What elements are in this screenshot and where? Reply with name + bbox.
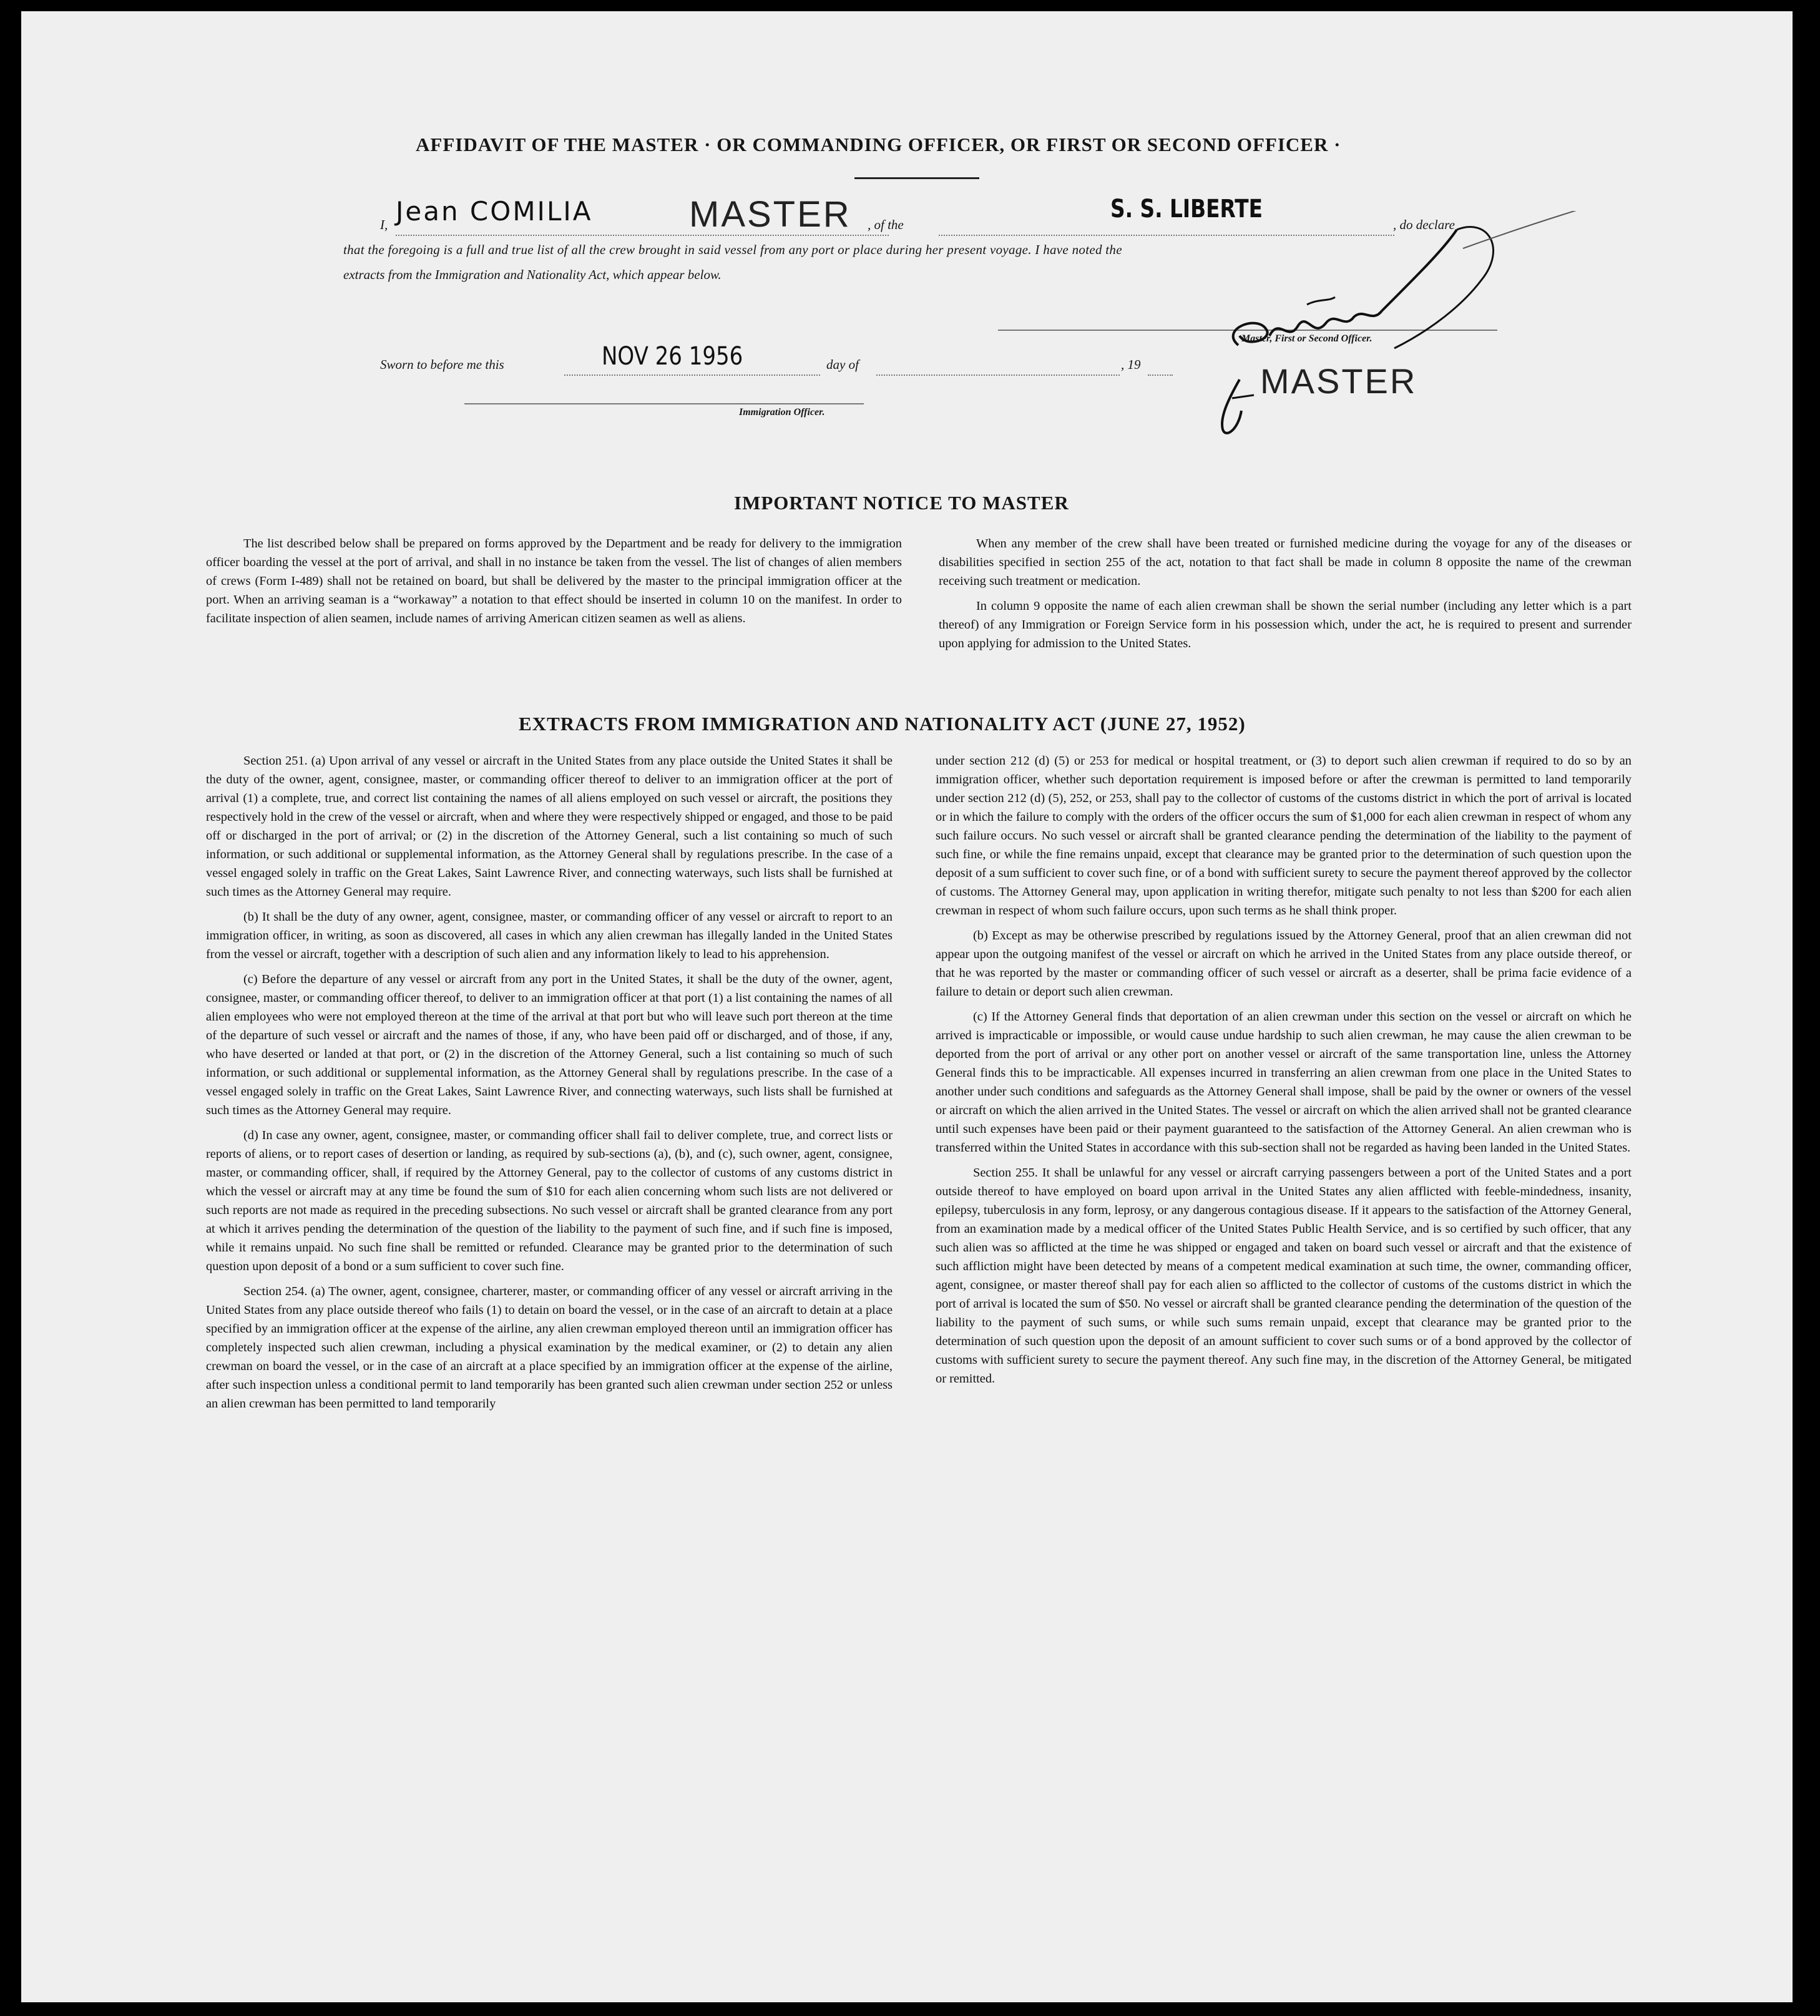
sworn-date-line (564, 374, 820, 376)
affidavit-title: AFFIDAVIT OF THE MASTER · OR COMMANDING OFFICER, OR FIRST OR SECOND OFFICER · (416, 134, 1341, 155)
section-254a: Section 254. (a) The owner, agent, consignee, charterer, master, or commanding officer of any vessel or aircraft arriving in the United States from any place outside thereof who fails (1) to detain on board the vessel, or in the case of an aircraft to detain at a place specified by an immigration officer at the expense of the airline, any alien crewman employed thereon until an immigration officer has completely inspected such alien crewman, including a physical examination by the medical examiner, or (2) to detain any alien crewman on board the vessel, or in the case of an aircraft at a place specified by an immigration officer at the expense of the airline, after such inspection unless a conditional permit to land temporarily has been granted such alien crewman under section 252 or unless an alien crewman has been permitted to land temporarily (206, 1284, 893, 1411)
immigration-officer-line (464, 403, 864, 404)
extracts-title: EXTRACTS FROM IMMIGRATION AND NATIONALITY ACT (JUNE 27, 1952) (519, 713, 1246, 735)
year-line (1148, 374, 1173, 376)
notice-right-column (939, 534, 1632, 659)
notice-right-text-2: In column 9 opposite the name of each alien crewman shall be shown the serial number (including any letter which is a part thereof) of any Immigration or Foreign Service form in his possession which, under the act, he is required to present and surrender upon applying for admission to the United States. (939, 599, 1632, 650)
master-name: Jean COMILIA (396, 196, 593, 227)
master-signature (1195, 211, 1675, 448)
declaration-line-2: extracts from the Immigration and Nationality Act, which appear below. (343, 267, 722, 282)
extracts-right-column (936, 751, 1632, 1394)
notice-right-text-1: When any member of the crew shall have been treated or furnished medicine during the voyage for any of the diseases or disabilities specified in section 255 of the act, notation to that fact shall be made in column 8 opposite the name of the crewman receiving such treatment or medication. (939, 537, 1632, 588)
section-254b: (b) Except as may be otherwise prescribed by regulations issued by the Attorney General, proof that an alien crewman did not appear upon the outgoing manifest of the vessel or aircraft on which he arrived in the United States from any place outside thereof, or that he was reported by the master or commanding officer of such vessel or aircraft as a deserter, shall be prima facie evidence of a failure to detain or deport such alien crewman. (936, 929, 1632, 999)
notice-left-text: The list described below shall be prepared on forms approved by the Department and be ready for delivery to the immigration officer boarding the vessel at the port of arrival, and shall in no instance be taken from the vessel. The list of changes of alien members of crews (Form I-489) shall not be retained on board, but shall be delivered by the master to the principal immigration officer at the port. When an arriving seaman is a “workaway” a notation to that effect should be inserted in column 10 on the manifest. In order to facilitate inspection of alien seamen, include names of arriving American citizen seamen as well as aliens. (206, 537, 902, 625)
section-251c: (c) Before the departure of any vessel or aircraft from any port in the United States, it shall be the duty of the owner, agent, consignee, master, or commanding officer thereof, to deliver to an immigration officer at that port (1) a list containing the names of all alien employees who were not employed thereon at the time of the arrival at that port but who will leave such port thereon at the time of the departure of such vessel or aircraft and the names of those, if any, who have been paid off or discharged, and of those, if any, who have deserted or landed at that port, or (2) in the discretion of the Attorney General, such a list containing so much of such information, or such additional or supplemental information, as the Attorney General shall by regulations prescribe. In the case of a vessel engaged solely in traffic on the Great Lakes, Saint Lawrence River, and connecting waterways, such lists shall be furnished at such times as the Attorney General may require. (206, 972, 893, 1117)
affidavit-i: I, (380, 217, 388, 232)
month-line (876, 374, 1120, 376)
master-stamp: MASTER (1260, 361, 1417, 401)
day-of-label: day of (826, 357, 859, 372)
section-251b: (b) It shall be the duty of any owner, agent, consignee, master, or commanding officer of any vessel or aircraft to report to an immigration officer, in writing, as soon as discovered, all cases in which any alien crewman has illegally landed in the United States from the vessel or aircraft, together with a description of such alien and any information likely to lead to his apprehension. (206, 910, 893, 961)
title-underline (854, 177, 979, 179)
sworn-date: NOV 26 1956 (602, 342, 743, 371)
section-255: Section 255. It shall be unlawful for any vessel or aircraft carrying passengers between a port of the United States and a port outside thereof to have employed on board upon arrival in the United States any alien afflicted with feeble-mindedness, insanity, epilepsy, tuberculosis in any form, leprosy, or any dangerous contagious disease. If it appears to the satisfaction of the Attorney General, from an examination made by a medical officer of the United States Public Health Service, and is so certified by such officer, that any such alien was so afflicted at the time he was shipped or engaged and taken on board such vessel or aircraft and that the existence of such affliction might have been detected by means of a competent medical examination at such time, the owner, commanding officer, agent, consignee, or master thereof shall pay for each alien so afflicted to the collector of customs of the customs district in which the port of arrival is located the sum of $50. No vessel or aircraft shall be granted clearance pending the determination of the question of the liability to the payment of such sums, or while such sums remain unpaid, except that clearance may be granted prior to the determination of such question upon the deposit of an amount sufficient to cover such sums or of a bond approved by the collector of customs with sufficient surety to secure the payment thereof. Any such fine may, in the discretion of the Attorney General, be mitigated or remitted. (936, 1166, 1632, 1386)
of-the-label: , of the (868, 217, 904, 232)
section-254c: (c) If the Attorney General finds that deportation of an alien crewman under this section on the vessel or aircraft on which he arrived is impracticable or impossible, or would cause undue hardship to such alien crewman, he may cause the alien crewman to be deported from the port of arrival or any other port on another vessel or aircraft of the same transportation line, unless the Attorney General finds this to be impracticable. All expenses incurred in transferring an alien crewman from one place in the United States to another under such conditions and safeguards as the Attorney General shall impose, shall be paid by the owner or owners of the vessel or aircraft on which the alien arrived in the United States. The vessel or aircraft on which the alien arrived shall not be granted clearance until such expenses have been paid or their payment guaranteed to the satisfaction of the Attorney General. An alien crewman who is transferred within the United States in accordance with this sub-section shall not be regarded as having been landed in the United States. (936, 1010, 1632, 1155)
section-251a: Section 251. (a) Upon arrival of any vessel or aircraft in the United States from any place outside the United States it shall be the duty of the owner, agent, consignee, master, or commanding officer thereof to deliver to an immigration officer at the port of arrival (1) a complete, true, and correct list containing the names of all aliens employed on such vessel or aircraft, the positions they respectively hold in the crew of the vessel or aircraft, when and where they were respectively shipped or engaged, and those to be paid off or discharged in the port of arrival; or (2) in the discretion of the Attorney General, such a list containing so much of such information, or such additional or supplemental information, as the Attorney General shall by regulations prescribe. In the case of a vessel engaged solely in traffic on the Great Lakes, Saint Lawrence River, and connecting waterways, such lists shall be furnished at such times as the Attorney General may require. (206, 754, 893, 899)
declaration-line: that the foregoing is a full and true list of all the crew brought in said vessel from any port or place during her present voyage. I have noted the (343, 242, 1122, 257)
notice-left-column (206, 534, 902, 634)
section-254a-continued: under section 212 (d) (5) or 253 for medical or hospital treatment, or (3) to deport such alien crewman if required to do so by an immigration officer, whether such deportation requirement is imposed before or after the crewman is permitted to land temporarily under section 212 (d) (5), 252, or 253, shall pay to the collector of customs of the customs district in which the port of arrival is located or in which the failure to comply with the orders of the officer occurs the sum of $1,000 for each alien crewman in respect of whom any such failure occurs. No such vessel or aircraft shall be granted clearance pending the determination of the liability to the payment of such fine, or while the fine remains unpaid, except that clearance may be granted prior to the determination of such question upon the deposit of a sum sufficient to cover such fine, or of a bond with sufficient surety to secure the payment thereof approved by the collector of customs. The Attorney General may, upon application in writing therefor, mitigate such penalty to not less than $200 for each alien crewman in respect of whom such failure occurs, upon such terms as he shall think proper. (936, 754, 1632, 917)
do-declare-label: , do declare (1393, 217, 1455, 232)
sworn-label: Sworn to before me this (380, 357, 504, 372)
immigration-officer-caption: Immigration Officer. (739, 407, 825, 418)
notice-title: IMPORTANT NOTICE TO MASTER (734, 492, 1069, 514)
officer-caption: Master, First or Second Officer. (1241, 333, 1372, 344)
section-251d: (d) In case any owner, agent, consignee, master, or commanding officer shall fail to deliver complete, true, and correct lists or reports of aliens, or to report cases of desertion or landing, as required by sub-sections (a), (b), and (c), such owner, agent, consignee, master, or commanding officer, shall, if required by the Attorney General, pay to the collector of customs of any customs district in which the vessel or aircraft may at any time be found the sum of $10 for each alien concerning whom such lists are not delivered or such reports are not made as required in the preceding subsections. No such vessel or aircraft shall be granted clearance from any port at which it arrives pending the determination of the question of the liability to the payment of such fine, and if such fine is imposed, while it remains unpaid. No such fine shall be remitted or refunded. Clearance may be granted prior to the determination of such question upon deposit of a bond or a sum sufficient to cover such fine. (206, 1128, 893, 1273)
rank-stamp: MASTER (689, 194, 851, 235)
extracts-left-column (206, 751, 893, 1419)
vessel-name: S. S. LIBERTE (1110, 195, 1263, 223)
year-label: , 19 (1121, 357, 1141, 372)
document-page (21, 11, 1793, 2002)
